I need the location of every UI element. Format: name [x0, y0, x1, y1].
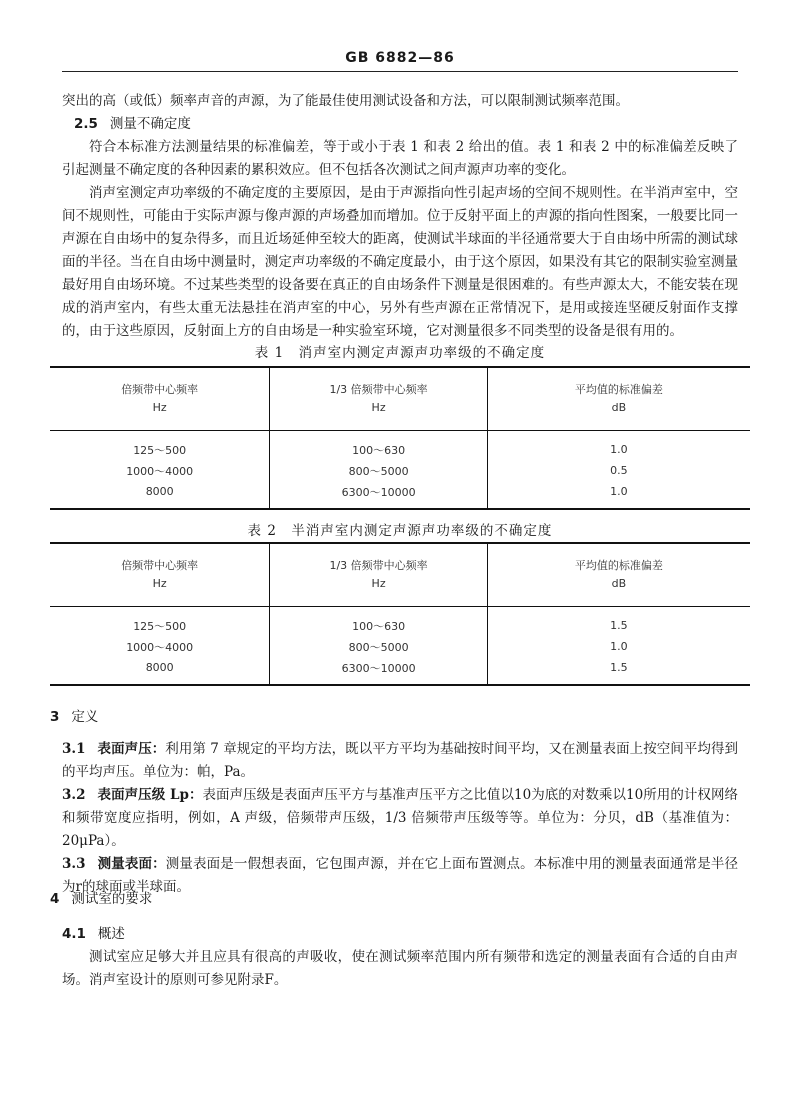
table-cell: 1000～4000 [126, 640, 194, 654]
table-1-header-third-octave: 1/3 倍频带中心频率 Hz [270, 367, 487, 431]
definition-3-3-term: 测量表面： [97, 856, 166, 872]
definition-3-2 [62, 784, 738, 853]
section-4-number: 4 [50, 891, 60, 907]
table-cell: 800～5000 [270, 636, 487, 657]
table-cell: 8000 [50, 657, 270, 685]
intro-block [62, 90, 738, 343]
table-row [50, 481, 750, 509]
section-4-heading [50, 888, 738, 911]
definition-3-1 [62, 738, 738, 784]
table-2-header-third-octave: 1/3 倍频带中心频率 Hz [270, 543, 487, 607]
table-cell: 8000 [50, 481, 270, 509]
table-row [50, 636, 750, 657]
section-2-5-heading [62, 113, 738, 136]
table-cell: 1.0 [487, 431, 750, 461]
table-cell: 1.0 [487, 481, 750, 509]
section-4-1-heading [62, 923, 738, 946]
table-cell: 800～5000 [270, 460, 487, 481]
section-4-title: 测试室的要求 [71, 891, 153, 907]
definition-3-2-text: 表面声压级是表面声压平方与基准声压平方之比值以10为底的对数乘以10所用的计权网络和频带宽度应指明，例如，A 声级，倍频带声压级，1/3 倍频带声压级等等。单位为：分贝，dB（基准值为：20μPa）。 [62, 787, 738, 849]
table-1-header-octave: 倍频带中心频率 Hz [50, 367, 270, 431]
table-cell: 6300～10000 [270, 481, 487, 509]
table-2-header-octave: 倍频带中心频率 Hz [50, 543, 270, 607]
table-cell: 100～630 [270, 431, 487, 461]
definition-3-1-text: 利用第 7 章规定的平均方法，既以平方平均为基础按时间平均，又在测量表面上按空间平均得到的平均声压。单位为：帕，Pa。 [62, 741, 739, 780]
section-3-title: 定义 [71, 709, 99, 725]
table-cell: 0.5 [487, 460, 750, 481]
section-4 [50, 888, 738, 992]
definition-3-1-term: 表面声压： [97, 741, 166, 757]
table-2-caption: 表 2 半消声室内测定声源声功率级的不确定度 [247, 523, 553, 539]
table-cell: 1.0 [487, 636, 750, 657]
definition-3-1-number: 3.1 [62, 741, 86, 757]
section-3-number: 3 [50, 709, 60, 725]
definition-3-3-text: 测量表面是一假想表面，它包围声源，并在它上面布置测点。本标准中用的测量表面通常是半径为r的球面或半球面。 [62, 856, 739, 895]
table-cell: 125～500 [133, 619, 187, 633]
table-cell: 1000～4000 [126, 464, 194, 478]
table-row [50, 431, 750, 461]
section-2-5-paragraph-2: 消声室测定声功率级的不确定度的主要原因，是由于声源指向性引起声场的空间不规则性。在半消声室中，空间不规则性，可能由于实际声源与像声源的声场叠加而增加。位于反射平面上的声源的指向性图案，一般要比同一声源在自由场中的复杂得多，而且近场延伸至较大的距离，使测试半球面的半径通常要大于自由场中所需的测试球面的半径。当在自由场中测量时，测定声功率级的不确定度最小，由于这个原因，如果没有其它的限制实验室测量最好用自由场环境。不过某些类型的设备要在真正的自由场条件下测量是很困难的。有些声源太大，不能安装在现成的消声室内，有些太重无法悬挂在消声室的中心，另外有些声源在正常情况下，是用或接连坚硬反射面作支撑的，由于这些原因，反射面上方的自由场是一种实验室环境，它对测量很多不同类型的设备是很有用的。 [62, 185, 738, 339]
table-cell: 100～630 [270, 607, 487, 637]
definition-3-2-number: 3.2 [62, 787, 86, 803]
section-2-5-number: 2.5 [74, 116, 98, 132]
section-2-5-paragraph-1: 符合本标准方法测量结果的标准偏差，等于或小于表 1 和表 2 给出的值。表 1 和表 2 中的标准偏差反映了引起测量不确定度的各种因素的累积效应。但不包括各次测试之间声源声功率的变化。 [62, 139, 738, 178]
table-row [50, 657, 750, 685]
table-cell: 1.5 [487, 607, 750, 637]
intro-line: 突出的高（或低）频率声音的声源，为了能最佳使用测试设备和方法，可以限制测试频率范围。 [62, 93, 629, 109]
section-2-5-title: 测量不确定度 [109, 116, 191, 132]
table-row [50, 607, 750, 637]
table-2 [50, 542, 750, 686]
section-3-heading [50, 706, 738, 729]
definition-3-3-number: 3.3 [62, 856, 86, 872]
table-cell: 1.5 [487, 657, 750, 685]
table-cell: 6300～10000 [270, 657, 487, 685]
table-row [50, 460, 750, 481]
section-3 [50, 706, 739, 899]
table-2-header-std-dev: 平均值的标准偏差 dB [487, 543, 750, 607]
table-cell: 125～500 [133, 443, 187, 457]
page-header: GB 6882—86 [345, 50, 455, 66]
section-4-1-title: 概述 [97, 926, 125, 942]
definition-3-2-term: 表面声压级 Lp： [97, 787, 203, 803]
table-1-header-std-dev: 平均值的标准偏差 dB [487, 367, 750, 431]
table-1-caption: 表 1 消声室内测定声源声功率级的不确定度 [254, 345, 546, 361]
section-4-1-number: 4.1 [62, 926, 86, 942]
header-rule [62, 71, 738, 72]
section-4-1-paragraph: 测试室应足够大并且应具有很高的声吸收，使在测试频率范围内所有频带和选定的测量表面有合适的自由声场。消声室设计的原则可参见附录F。 [62, 949, 738, 988]
table-1 [50, 366, 750, 510]
